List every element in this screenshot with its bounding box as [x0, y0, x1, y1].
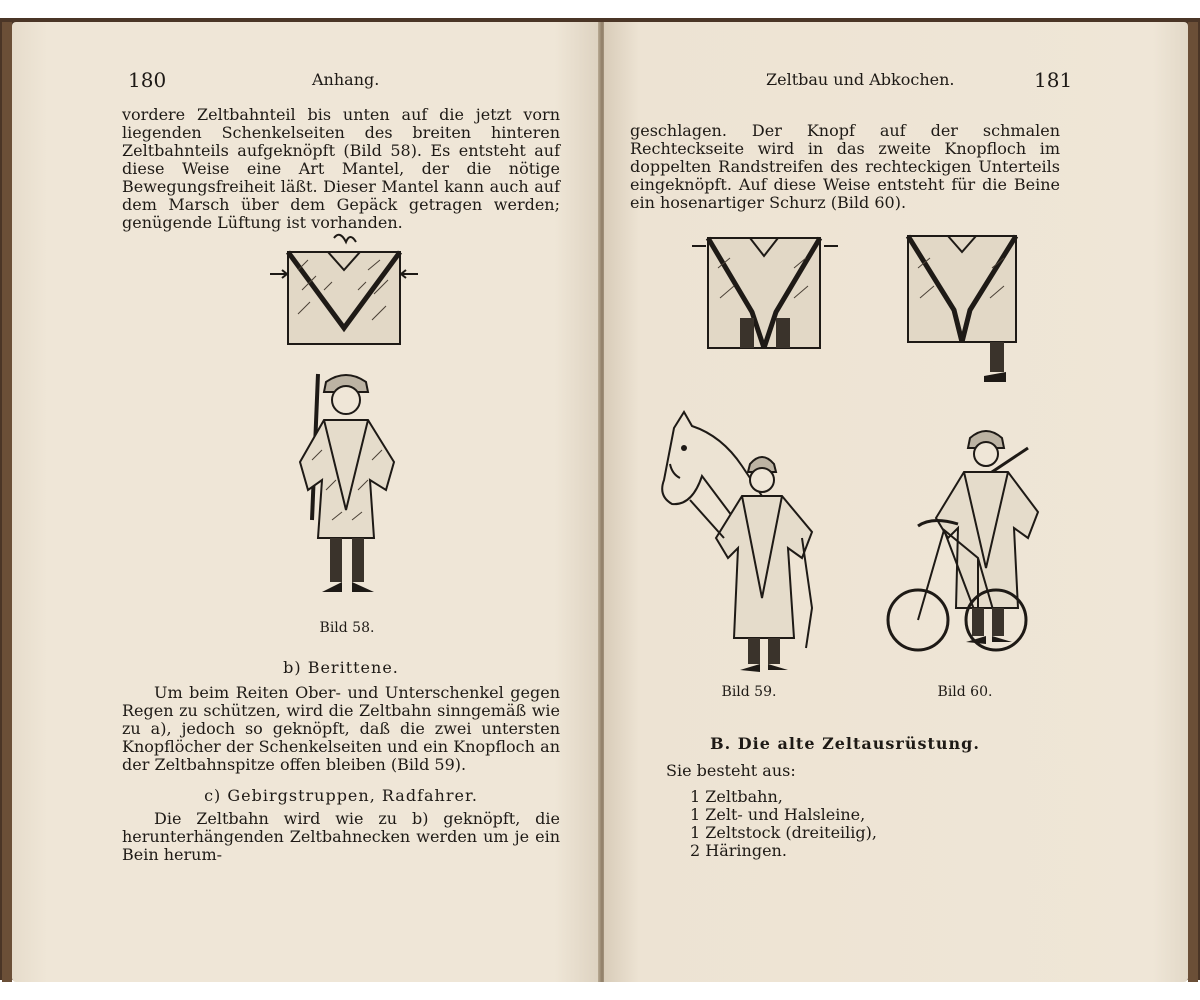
left-page: [12, 22, 602, 982]
right-running-head: Zeltbau und Abkochen.: [766, 70, 955, 89]
section-b-heading: b) Berittene.: [283, 658, 399, 677]
folded-tent-apron-illustration: [902, 228, 1032, 390]
soldier-poncho-illustration: [282, 370, 412, 602]
caption-bild-60: Bild 60.: [937, 684, 993, 700]
section-c-heading: c) Gebirgstruppen, Radfahrer.: [204, 786, 478, 805]
soldier-with-horse-illustration: [654, 408, 824, 676]
right-top-paragraph: geschlagen. Der Knopf auf der schmalen Rechteckseite wird in das zweite Knopfloch im doppelten Randstreifen des rechteckigen Unterteils eingeknöpft. Auf diese Weise entsteht für die Beine ein hosenartiger Schurz (Bild 60).: [630, 121, 1060, 212]
left-running-head: Anhang.: [312, 70, 380, 89]
right-page-number: 181: [1034, 68, 1073, 92]
soldier-with-bicycle-illustration: [878, 408, 1048, 676]
section-b-paragraph: Um beim Reiten Ober- und Unterschenkel gegen Regen zu schützen, wird die Zeltbahn sinngemäß wie zu a), jedoch so geknöpft, daß die zwei untersten Knopflöcher der Schenkelseiten und ein Knopfloch an der Zeltbahnspitze offen bleiben (Bild 59).: [122, 683, 560, 774]
left-cover-edge: [2, 22, 12, 982]
caption-bild-59: Bild 59.: [721, 684, 777, 700]
left-page-number: 180: [128, 68, 167, 92]
list-item: 1 Zeltbahn,: [690, 787, 783, 806]
list-intro: Sie besteht aus:: [666, 761, 796, 780]
equipment-list: [690, 788, 877, 860]
left-top-paragraph: vordere Zeltbahnteil bis unten auf die jetzt vorn liegenden Schenkelseiten des breiten hinteren Zeltbahnteils aufgeknöpft (Bild 58). Es entsteht auf diese Weise eine Art Mantel, der die nötige Bewegungsfreiheit läßt. Dieser Mantel kann auch auf dem Marsch über dem Gepäck getragen werden; genügende Lüftung ist vorhanden.: [122, 105, 560, 232]
right-page: [604, 22, 1188, 982]
section-c-paragraph: Die Zeltbahn wird wie zu b) geknöpft, die herunterhängenden Zeltbahnecken werden um je ein Bein herum-: [122, 809, 560, 864]
caption-bild-58: Bild 58.: [319, 620, 375, 636]
right-cover-edge: [1188, 22, 1198, 982]
list-item: 1 Zeltstock (dreiteilig),: [690, 823, 877, 842]
list-item: 1 Zelt- und Halsleine,: [690, 805, 866, 824]
section-b-old-tent-heading: B. Die alte Zeltausrüstung.: [710, 734, 980, 753]
list-item: 2 Häringen.: [690, 841, 787, 860]
folded-tent-square-illustration: [268, 230, 428, 350]
folded-tent-legs-illustration: [690, 228, 840, 358]
